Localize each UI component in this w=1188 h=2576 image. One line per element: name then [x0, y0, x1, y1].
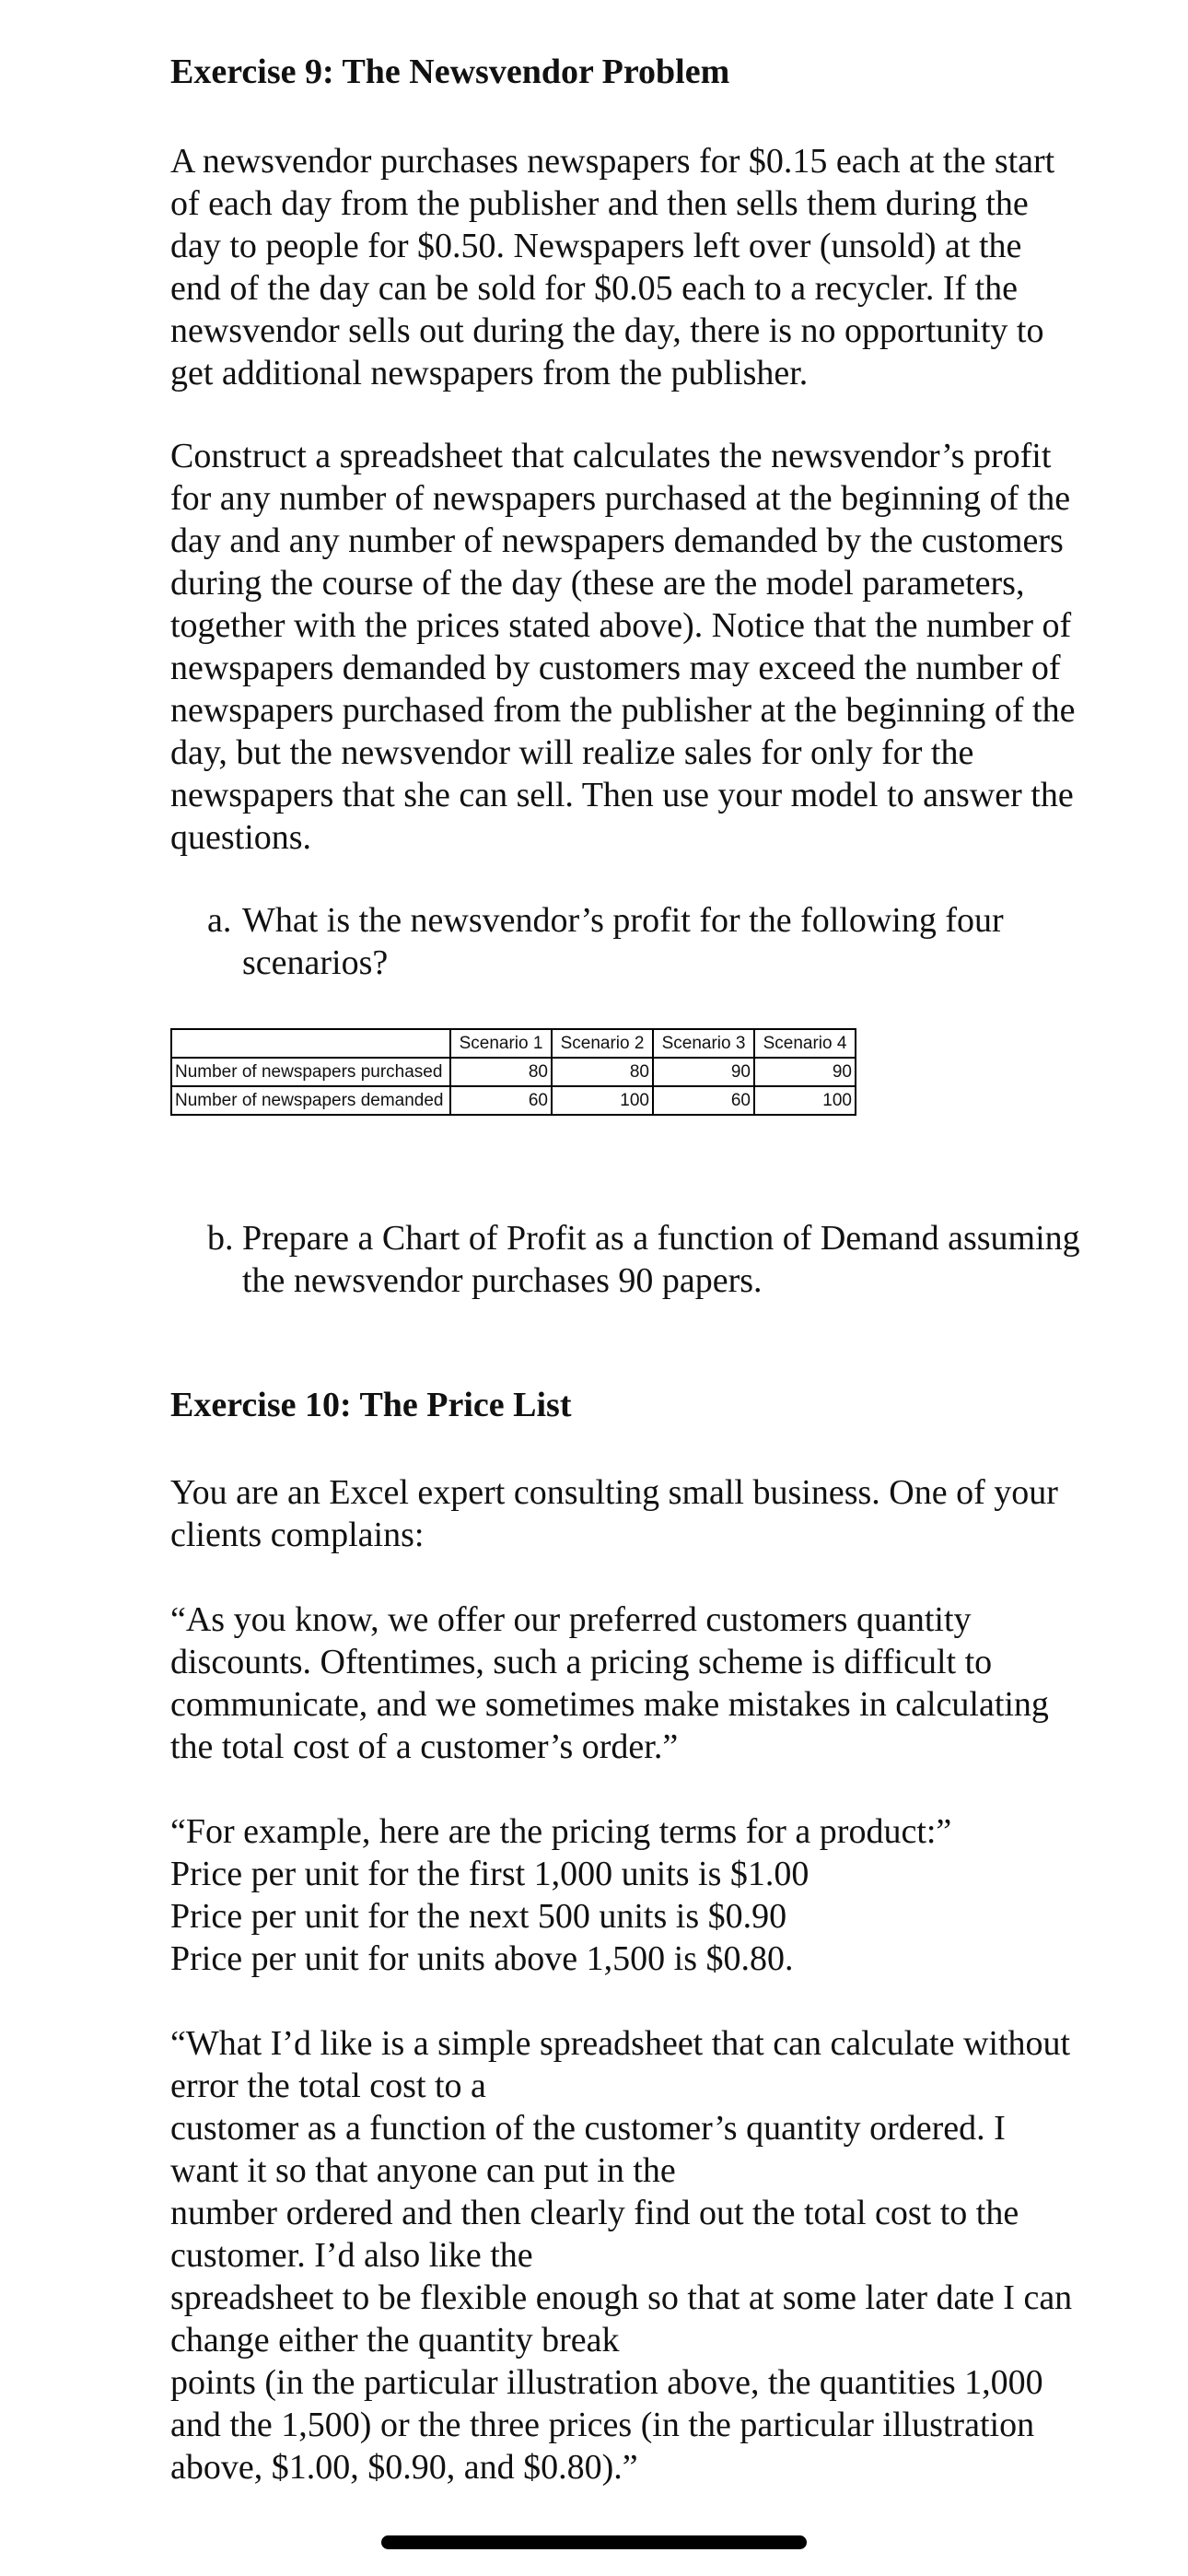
exercise-10-paragraph-2: “As you know, we offer our preferred customers quantity discounts. Oftentimes, such a pricing scheme is difficult to communicate, and we sometimes make mistakes in calculating the total cost of a customer’s order.” — [170, 1600, 1049, 1766]
table-cell: 80 — [450, 1058, 552, 1086]
table-cell: 60 — [653, 1086, 754, 1115]
exercise-10-paragraph-1: You are an Excel expert consulting small business. One of your clients complains: — [170, 1473, 1058, 1554]
question-a-marker: a. — [207, 901, 232, 940]
table-cell: 90 — [653, 1058, 754, 1086]
home-indicator-bar[interactable] — [381, 2535, 807, 2549]
exercise-10-paragraph-4: “What I’d like is a simple spreadsheet that can calculate without error the total cost to a customer as a function of the customer’s quantity ordered. I want it so that anyone can put in the number ordered and then clearly find out the total cost to the customer. I’d also like the spreadsheet to be flexible enough so that at some later date I can change either the quantity break points (in the particular illustration above, the quantities 1,000 and the 1,500) or the three prices (in the particular illustration above, $1.00, $0.90, and $0.80).” — [170, 2024, 1073, 2487]
exercise-9-paragraph-2: Construct a spreadsheet that calculates the newsvendor’s profit for any number of newspapers purchased at the beginning of the day and any number of newspapers demanded by the customers during the course of the day (these are the model parameters, together with the prices stated above). Notice that the number of newspapers demanded by customers may exceed the number of newspapers purchased from the publisher at the beginning of the day, but the newsvendor will realize sales for only for the newspapers that she can sell. Then use your model to answer the questions. — [170, 437, 1076, 857]
table-header-cell: Scenario 3 — [653, 1029, 754, 1058]
table-row-label: Number of newspapers purchased — [171, 1058, 450, 1086]
exercise-9-paragraph-1: A newsvendor purchases newspapers for $0.15 each at the start of each day from the publisher and then sells them during the day to people for $0.50. Newspapers left over (unsold) at the end of the day can be sold for $0.05 each to a recycler. If the newsvendor sells out during the day, there is no opportunity to get additional newspapers from the publisher. — [170, 142, 1055, 392]
table-row-label: Number of newspapers demanded — [171, 1086, 450, 1115]
table-header-cell: Scenario 1 — [450, 1029, 552, 1058]
table-row — [171, 1086, 856, 1115]
table-cell: 80 — [552, 1058, 653, 1086]
question-b: b. Prepare a Chart of Profit as a function of Demand assuming the newsvendor purchases 90 papers. — [207, 1219, 1080, 1300]
table-cell: 60 — [450, 1086, 552, 1115]
question-a: a. What is the newsvendor’s profit for the following four scenarios? — [207, 901, 1004, 982]
table-header-row — [171, 1029, 856, 1058]
exercise-10-paragraph-3: “For example, here are the pricing terms for a product:” Price per unit for the first 1,000 units is $1.00 Price per unit for the next 500 units is $0.90 Price per unit for units above 1,500 is $0.80. — [170, 1812, 952, 1978]
scenario-table — [170, 1028, 856, 1116]
table-cell: 100 — [552, 1086, 653, 1115]
table-header-cell: Scenario 4 — [754, 1029, 856, 1058]
table-header-cell: Scenario 2 — [552, 1029, 653, 1058]
table-cell: 90 — [754, 1058, 856, 1086]
exercise-10-title: Exercise 10: The Price List — [170, 1386, 572, 1424]
exercise-9-title: Exercise 9: The Newsvendor Problem — [170, 53, 730, 91]
table-cell: 100 — [754, 1086, 856, 1115]
table-row — [171, 1058, 856, 1086]
document-content — [170, 48, 1119, 2488]
question-b-marker: b. — [207, 1219, 234, 1258]
